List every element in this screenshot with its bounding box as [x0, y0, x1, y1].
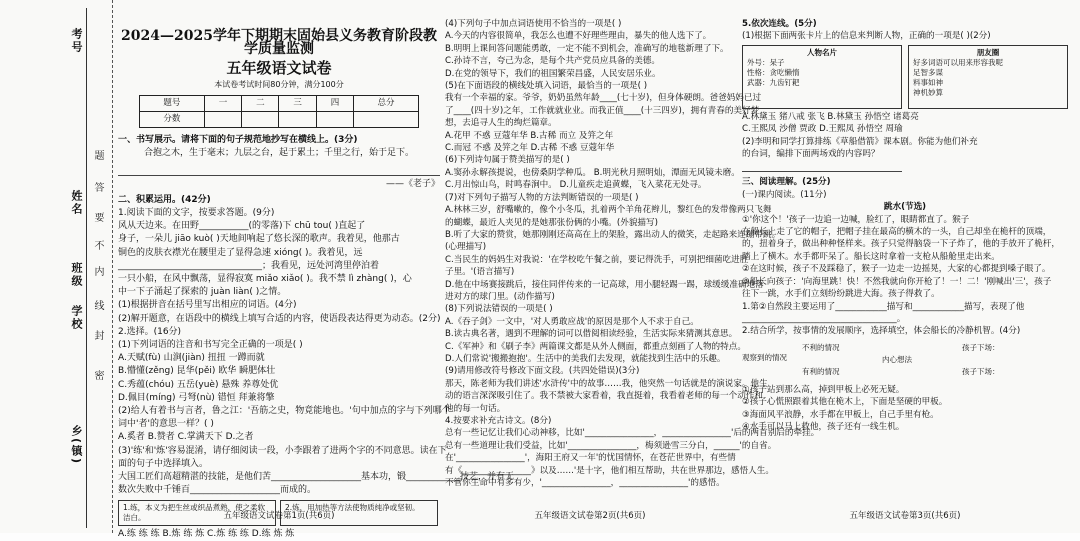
- question-line: 2.结合所学，按事情的发展顺序，选择填空，体会船长的冷静机智。(4分): [742, 326, 1021, 337]
- text-line: 的蝴蝶，最近人夹见的是她那张份俩的小嘴。(外貌描写): [445, 217, 658, 228]
- passage-line: ②在这时候，孩子不及踩稳了，猴子一边走一边摇晃，大家的心都提到嗓子眼了。: [742, 264, 1051, 275]
- definition-box: 2.炼，用加热等方法使物质纯净或坚韧。: [280, 500, 438, 526]
- text-line: 面的句子中选择填入。: [118, 458, 209, 469]
- text-line: (1)下列词语的注音和书写完全正确的一项是( ): [118, 340, 303, 351]
- card-line: 外号：呆子: [747, 57, 785, 67]
- passage-line: 踏上了横木。水手都吓呆了。船长这时拿着一支枪从船舱里走出来。: [742, 251, 1000, 262]
- passage-title: 跳水(节选): [883, 202, 927, 213]
- text-line: 大国工匠们高超精湛的技能，是他们苦____________________基本功，锻____________技艺，并有无: [118, 472, 515, 483]
- score-row-label: 分数: [140, 112, 205, 128]
- page-footer: 五年级语文试卷第3页(共6页): [849, 510, 961, 521]
- text-line: 他的每一句话。: [445, 403, 506, 414]
- option-line: A.窦孙永解孩提说，也傍桑阴学种瓜。 B.明光秋月照明灿，潭面无风镜未磨。: [445, 167, 740, 178]
- text-line: D.他在中场赛接跳后，接住同伴传来的一记高球，用小腿轻踢一踢，球缓缓准确地落: [445, 279, 764, 290]
- text-line: 1.阅读下面的文字，按要求答题。(9分): [118, 208, 275, 219]
- flow-diagram: [742, 340, 1068, 382]
- text-line: (7)对下列句子描写人物的方法判断错误的一项是( ): [445, 192, 639, 203]
- page-footer: 五年级语文试卷第2页(共6页): [534, 510, 646, 521]
- binding-strip: [0, 0, 113, 533]
- text-line: 子里。'(语言描写): [445, 267, 515, 278]
- option-line: C.《军神》和《刷子李》两篇课文都是从外人侧面，都重点刻画了人物的特点。: [445, 341, 746, 352]
- text-line: 总有一些记忆让我们心动神移，比如'________________，________________'后的两首别后的牵挂。: [445, 428, 820, 439]
- card-title: 朋友圈: [976, 47, 1000, 57]
- text-line: 4.按要求补充古诗文。(8分): [445, 416, 552, 426]
- card-line: 性格：贪吃懒惰: [747, 67, 800, 77]
- text-line: (9)请用修改符号修改下面文段。(共四处错误)(3分): [445, 366, 640, 377]
- choice-line: ②孩子心慌照跟着其他在桅木上，下面是坚硬的甲板。: [742, 397, 948, 408]
- text-line: 二、积累运用。(42分): [118, 194, 211, 205]
- score-cell[interactable]: [204, 112, 241, 128]
- binding-line: [86, 8, 87, 528]
- choice-line: ④水手可以马上救他，孩子还有一线生机。: [742, 421, 905, 432]
- text-line: 的台词，编排下面两场戏的内容吗？: [742, 149, 880, 160]
- text-line: 想，去追寻人生的绚烂篇章。: [445, 118, 557, 129]
- score-header: 三: [279, 95, 316, 111]
- score-cell[interactable]: [279, 112, 316, 128]
- option-line: A.林黛玉 猪八戒 张飞 B.林黛玉 孙悟空 诸葛亮: [742, 111, 919, 122]
- score-cell[interactable]: [354, 112, 419, 128]
- score-header: 一: [204, 95, 241, 111]
- text-line: ________________________________；我看见，远处河湾里停泊着: [118, 260, 380, 271]
- choice-line: ③海面风平浪静，水手都在甲板上，自己手里有枪。: [742, 409, 939, 420]
- label-class: 班级: [70, 262, 83, 288]
- text-line: ——《老子》: [385, 178, 440, 189]
- text-line: 动的语言深深吸引住了。我不禁被大家看着，我直挺着，我看着老师的每一个动作和: [445, 391, 763, 402]
- flow-right-top: 孩子下场：: [962, 342, 1000, 352]
- passage-line: 在船长上走了它的帽子，把帽子挂在最高的横木的一头，自己却坐在桅杆的顶端，: [742, 227, 1052, 238]
- score-cell[interactable]: [242, 112, 279, 128]
- text-line: (一)课内阅读。(11分): [742, 189, 827, 200]
- card-line: 神机妙算: [913, 87, 943, 97]
- page3-body: [742, 18, 1068, 433]
- page-footer: 五年级语文试卷第1页(共6页): [223, 510, 335, 521]
- option-line: A.花甲 不惑 豆蔻年华 B.古稀 而立 及笄之年: [445, 130, 614, 141]
- passage-line: 往下一跳，水手们立刻纷纷跳进大海。孩子得救了。: [742, 289, 940, 300]
- score-table: [139, 95, 419, 128]
- text-line: 在'________________'，海阳王府又一年'的忧国情怀，在苍茫世界中，有些情: [445, 453, 736, 464]
- text-line: (心理描写): [445, 242, 487, 253]
- seal-char: 密: [92, 370, 103, 380]
- text-line: 身子，一朵儿 jiāo kuò( )天地间响起了悠长深的歌声。我着见，他那古: [118, 234, 400, 245]
- score-header: 二: [242, 95, 279, 111]
- option-line: A.今天的内容很简单，我怎么也遭不好理些理由，暴失的他人选下了。: [445, 31, 712, 42]
- text-line: (2)给人有着书与言者，鲁之江：'吾筋之史，物竟能地也。'句中加点的字与下列哪个: [118, 406, 451, 417]
- text-line: 一只小船，在风中飘荡，显得寂寞 miǎo xiǎo( )。我不禁 lì zhàng( )，心: [118, 274, 412, 285]
- text-line: 不管你生命中有多有少，'________________，________________'的感悟。: [445, 478, 725, 489]
- passage-line: ①'你这个！'孩子一边追一边喊，脸红了，眼睛都直了。猴子: [742, 214, 970, 225]
- text-line: 我有一个幸福的家。爷爷，奶奶虽然年龄____(七十岁)，但身体硬朗。爸爸妈妈已过: [445, 93, 762, 104]
- card-line: 足智多谋: [913, 67, 943, 77]
- option-line: D.在党的领导下，我们的祖国繁荣昌盛，人民安居乐业。: [445, 68, 661, 79]
- score-cell[interactable]: [316, 112, 353, 128]
- option-line: C.孙诗不言，夸己为念，是每个共产党员应具备的美德。: [445, 56, 660, 67]
- option-line: B.明明上课间答问题能勇敢，一定不能不到机会，准确写的地毯新理了下。: [445, 43, 729, 54]
- option-line: A.天赋(fù) 山涧(jiàn) 扭扭 一蹲而就: [118, 353, 265, 364]
- option-line: D.佩目(míng) 弓弩(nù) 错恒 拜兼将擎: [118, 392, 275, 403]
- option-line: B.懵懂(zěng) 昆华(pěi) 欧华 瞬肥体壮: [118, 366, 276, 377]
- text-line: (1)根据下面两张卡片上的信息来判断人物，正确的一项是( )(2分): [742, 31, 991, 42]
- label-name: 姓名: [70, 190, 83, 216]
- card-profile: [742, 45, 902, 109]
- text-line: 了____(四十岁)之年，工作就就业业。而我正值____(十三四岁)，拥有青春的美好梦: [445, 105, 760, 116]
- text-line: 进对方的球门里。(动作描写): [445, 291, 555, 302]
- seal-char: 不: [92, 240, 103, 250]
- text-line: (1)根据拼音在括号里写出相应的词语。(4分): [118, 300, 297, 311]
- score-header: 题号: [140, 95, 205, 111]
- text-line: A.林林三岁，舒嘴嗽的，像个小冬瓜，扎着两个羊角花辫儿，黎红色的发带像两只飞舞: [445, 205, 772, 216]
- flow-step: 不利的情况: [802, 342, 840, 352]
- text-line: B.听了大家的赞赏，她那刚刚还高高在上的架脸，露出动人的微笑，走起路来连蹦带跳。: [445, 229, 781, 240]
- answer-line[interactable]: [742, 160, 902, 172]
- question-line: ____________________________________。: [742, 313, 906, 324]
- text-line: (4)下列句子中加点词语使用不恰当的一项是( ): [445, 19, 622, 29]
- option-line: D.人们常说'搬搬抱抱'。生活中的美我们去发现，就能找到生活中的乐趣。: [445, 353, 726, 364]
- text-line: 铜色的皮肤衣襟光在腰里走了显得急速 xióng( )。我着见，远: [118, 247, 363, 258]
- text-line: 有《________________》以及……'是十字，他们相互帮助，共在世界那边，感悟人生。: [445, 465, 774, 476]
- card-line: 好多词语可以用来形容我呢: [913, 57, 1003, 67]
- text-line: 那天，陈老师为我们讲述'水浒传'中的故事……我，他突然一句话就是的演说家。他生: [445, 378, 768, 389]
- flow-left-label: 观察到的情况: [742, 352, 787, 362]
- option-line: C.秀蕴(chóu) 五岳(yuè) 悬殊 养尊处优: [118, 379, 279, 390]
- exam-subtitle: 五年级语文试卷: [226, 59, 332, 78]
- text-line: (3)'练'和'炼'容易混淆，请仔细阅读一段，小李跟着了进两个字的不同意思。读在下: [118, 445, 447, 456]
- text-line: 5.依次连线。(5分): [742, 19, 817, 29]
- text-line: (2)李明和同学打算排练《草船借箭》课本剧。你能为他们补充: [742, 136, 978, 147]
- choice-line: ①孩子站到那么高，掉到甲板上必死无疑。: [742, 384, 905, 395]
- option-line: A.奚者 B.赞者 C.掌满天下 D.之者: [118, 432, 254, 443]
- definition-box: 1.练，本义为把生丝或织品煮熟，使之柔软洁白。: [118, 500, 276, 526]
- option-line: C.王熙凤 沙僧 贾政 D.王熙凤 孙悟空 周瑜: [742, 124, 903, 135]
- exam-title: 2024—2025学年下期期末固始县义务教育阶段教学质量监测: [121, 28, 437, 58]
- exam-note: 本试卷考试时间80分钟，满分100分: [214, 79, 344, 89]
- label-exam-number: 考号: [70, 28, 83, 54]
- text-line: 中一下子涌起了探索的 juàn liàn( )之情。: [118, 287, 287, 298]
- seal-char: 题: [92, 150, 103, 160]
- card-title: 人物名片: [807, 47, 837, 57]
- text-line: (6)下列诗句属于赞美描写的是( ): [445, 155, 570, 166]
- seal-char: 要: [92, 212, 103, 222]
- option-line: C.而冠 不惑 及笄之年 D.古稀 不惑 豆蔻年华: [445, 143, 615, 154]
- question-line: 1.第②自然段主要运用了____________描写和____________描写，表现了他: [742, 301, 1025, 312]
- label-town: 乡(镇): [70, 425, 83, 466]
- text-line: 2.选择。(16分): [118, 326, 182, 337]
- text-line: 总有一些道理让我们受益，比如'________________，梅须逊雪三分白，______'的自省。: [445, 440, 777, 451]
- option-line: A.练 练 练 B.炼 练 炼 C.炼 练 练 D.练 炼 炼: [118, 528, 295, 539]
- text-line: 一、书写展示。请将下面的句子规范地抄写在横线上。(3分): [118, 135, 358, 146]
- text-line: 风从天边来。在田野___________(的零落)下 chū tou( )直起了: [118, 221, 366, 232]
- flow-step: 内心想法: [882, 354, 912, 364]
- text-line: (8)下列说法错误的一项是( ): [445, 304, 553, 315]
- seal-char: 答: [92, 182, 103, 192]
- text-line: (5)在下面语段的横线处填入词语，最恰当的一项是( ): [445, 81, 648, 92]
- flow-step: 有利的情况: [802, 366, 840, 376]
- option-line: A.《吞子剑》一文中，'对人勇敢应战'的原因是那个人不求于自己。: [445, 316, 699, 327]
- text-line: 合抱之木，生于毫末；九层之台，起于累土；千里之行，始于足下。: [143, 148, 414, 159]
- exam-page-3: [742, 18, 1068, 523]
- passage-line: 的，扭着身子，做出种种怪样来。孩子只觉得脑袋一下子炸了，他的手放开了桅杆，: [742, 239, 1060, 250]
- score-header: 总分: [354, 95, 419, 111]
- option-line: B.读古典名著，遇到不理解的词可以借阅相读经验，生活实际来猜测其意思。: [445, 329, 738, 340]
- seal-char: 内: [92, 266, 103, 276]
- text-line: 数次失败中千锤百____________________而成的。: [118, 485, 317, 496]
- text-line: 词中'者'的意思一样？( ): [118, 419, 214, 430]
- flow-right-bottom: 孩子下场：: [962, 366, 1000, 376]
- card-line: 武器：九齿钉耙: [747, 77, 800, 87]
- seal-char: 封: [92, 330, 103, 340]
- text-line: C.当民生的妈妈生对我说：'在学校吃午餐之前，要记得洗手，可别把细菌吃进肚: [445, 254, 749, 265]
- text-line: (2)解开题意，在语段中的横线上填写合适的内容，使语段表达得更为动态。(2分): [118, 313, 441, 324]
- passage-line: ③船长向孩子：'向海里跳！快！不然我就向你开枪了！一！二！'刚喊出'三'，孩子: [742, 276, 1052, 287]
- text-line: 三、阅读理解。(25分): [742, 177, 831, 188]
- option-line: C.月出惊山鸟，时鸣春涧中。 D.儿童疾走追黄蝶，飞入菜花无处寻。: [445, 180, 707, 191]
- card-moments: [908, 45, 1068, 109]
- label-school: 学校: [70, 305, 83, 331]
- card-line: 料事如神: [913, 77, 943, 87]
- score-header: 四: [316, 95, 353, 111]
- answer-line[interactable]: [118, 163, 440, 176]
- seal-char: 线: [92, 300, 103, 310]
- character-cards: [742, 45, 1068, 109]
